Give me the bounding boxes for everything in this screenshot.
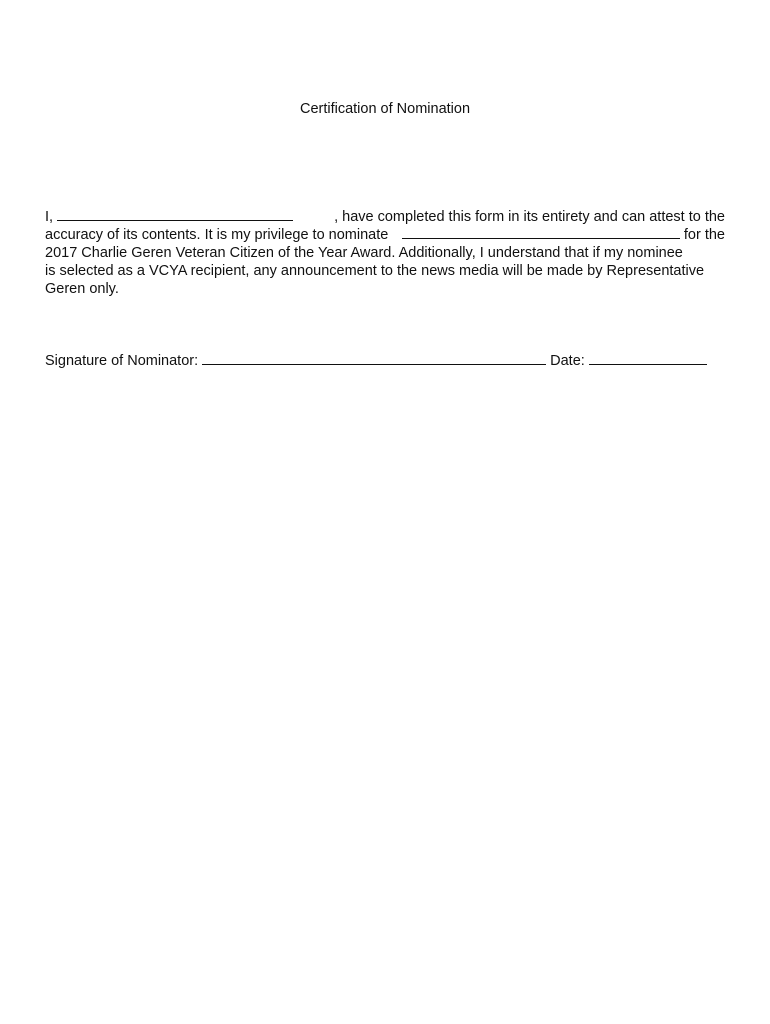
- date-field[interactable]: [589, 351, 707, 365]
- paragraph-line-1: [45, 207, 725, 225]
- certification-paragraph: [45, 207, 725, 298]
- line2-suffix: for the: [683, 227, 725, 244]
- paragraph-line-2-end: [398, 225, 725, 244]
- line1-prefix: I,: [45, 209, 54, 225]
- date-label: Date:: [550, 353, 585, 369]
- document-title: Certification of Nomination: [299, 101, 471, 117]
- paragraph-line-3: 2017 Charlie Geren Veteran Citizen of the Year Award. Additionally, I understand that if my nominee: [45, 244, 683, 261]
- line1-suffix: , have completed this form in its entirety and can attest to the: [334, 209, 725, 225]
- paragraph-line-2: [45, 225, 725, 243]
- signature-row: [45, 351, 725, 370]
- paragraph-line-4: is selected as a VCYA recipient, any announcement to the news media will be made by Representative: [45, 262, 705, 279]
- nominator-name-field[interactable]: [57, 207, 293, 221]
- line2-prefix: accuracy of its contents. It is my privilege to nominate: [45, 227, 389, 244]
- paragraph-line-5: Geren only.: [45, 281, 119, 298]
- signature-label: Signature of Nominator:: [45, 353, 199, 369]
- signature-field[interactable]: [202, 351, 546, 365]
- nominee-name-field[interactable]: [402, 225, 680, 239]
- paragraph-line-1-start: [45, 207, 294, 226]
